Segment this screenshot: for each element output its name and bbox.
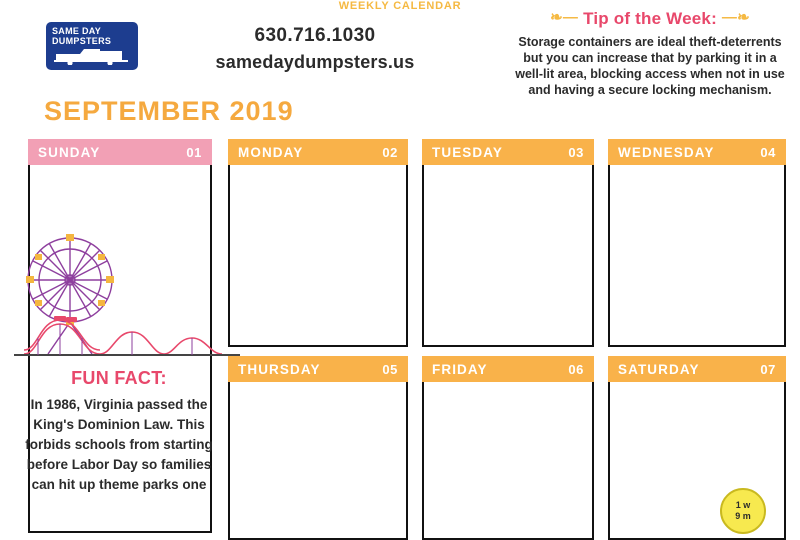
- day-cell-wednesday[interactable]: [608, 139, 786, 347]
- fun-fact-title: FUN FACT:: [71, 368, 167, 388]
- day-header-saturday: [608, 356, 786, 382]
- day-body-tuesday[interactable]: [422, 165, 594, 347]
- fun-fact-body: In 1986, Virginia passed the King's Dominion Law. This forbids schools from starting before Labor Day so families can hit up theme parks one: [25, 397, 213, 492]
- day-date-friday: 06: [568, 361, 584, 377]
- day-body-wednesday[interactable]: [608, 165, 786, 347]
- day-header-friday: [422, 356, 594, 382]
- day-label-thursday: THURSDAY: [238, 361, 321, 377]
- day-cell-monday[interactable]: [228, 139, 408, 347]
- page-title: SEPTEMBER 2019: [44, 96, 294, 126]
- day-body-monday[interactable]: [228, 165, 408, 347]
- tip-title-row: [505, 8, 795, 29]
- day-label-friday: FRIDAY: [432, 361, 488, 377]
- contact-block: [150, 25, 480, 73]
- logo-text: [52, 26, 132, 46]
- tip-title: Tip of the Week:: [583, 9, 717, 28]
- badge-line2: 9 m: [735, 511, 751, 521]
- amusement-park-illustration: [8, 228, 248, 368]
- website-url[interactable]: samedaydumpsters.us: [215, 52, 415, 72]
- day-label-sunday: SUNDAY: [38, 144, 101, 160]
- logo-line2: DUMPSTERS: [52, 36, 112, 46]
- day-date-monday: 02: [382, 144, 398, 160]
- logo-line1: SAME DAY: [52, 26, 102, 36]
- day-label-saturday: SATURDAY: [618, 361, 700, 377]
- page-top-label: WEEKLY CALENDAR: [338, 0, 462, 12]
- dump-truck-icon: [54, 47, 130, 65]
- day-date-thursday: 05: [382, 361, 398, 377]
- day-date-wednesday: 04: [760, 144, 776, 160]
- tip-of-the-week: [505, 8, 795, 98]
- tip-body: Storage containers are ideal theft-deterrents but you can increase that by parking it in a well-lit area, blocking access when not in use and having a secure locking mechanism.: [515, 35, 785, 97]
- company-logo[interactable]: [46, 22, 138, 70]
- phone-number[interactable]: 630.716.1030: [254, 25, 376, 46]
- day-header-sunday: [28, 139, 212, 165]
- day-label-wednesday: WEDNESDAY: [618, 144, 715, 160]
- day-cell-friday[interactable]: [422, 356, 594, 540]
- day-label-tuesday: TUESDAY: [432, 144, 503, 160]
- status-badge[interactable]: [720, 488, 766, 534]
- badge-line1: 1 w: [735, 500, 751, 510]
- day-header-thursday: [228, 356, 408, 382]
- day-header-wednesday: [608, 139, 786, 165]
- day-header-monday: [228, 139, 408, 165]
- day-cell-thursday[interactable]: [228, 356, 408, 540]
- flourish-left-icon: ❧—: [550, 9, 579, 26]
- day-date-saturday: 07: [760, 361, 776, 377]
- day-date-sunday: 01: [186, 144, 202, 160]
- flourish-right-icon: —❧: [721, 9, 750, 26]
- day-header-tuesday: [422, 139, 594, 165]
- day-date-tuesday: 03: [568, 144, 584, 160]
- day-label-monday: MONDAY: [238, 144, 304, 160]
- day-cell-tuesday[interactable]: [422, 139, 594, 347]
- day-body-friday[interactable]: [422, 382, 594, 540]
- day-body-thursday[interactable]: [228, 382, 408, 540]
